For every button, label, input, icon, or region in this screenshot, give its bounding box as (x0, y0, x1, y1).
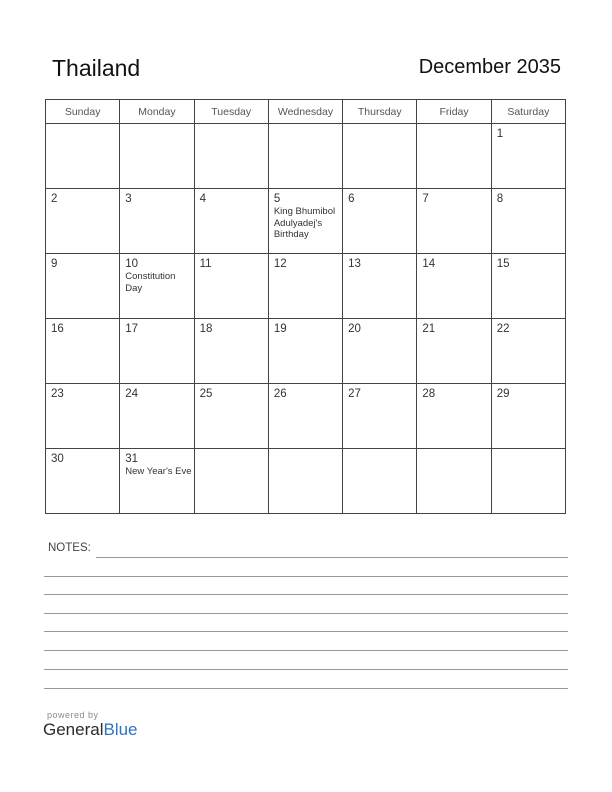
day-cell (417, 319, 491, 384)
notes-line (44, 669, 568, 670)
day-number: 19 (273, 323, 287, 335)
day-cell (268, 124, 342, 189)
day-cell (194, 124, 268, 189)
day-cell (491, 319, 565, 384)
day-number: 12 (273, 258, 287, 270)
day-cell (417, 124, 491, 189)
notes-line (44, 688, 568, 689)
week-row (46, 124, 566, 189)
powered-by-text: powered by (47, 710, 99, 720)
notes-line (44, 594, 568, 595)
day-number: 4 (199, 193, 206, 205)
day-cell (343, 254, 417, 319)
day-number: 21 (422, 323, 436, 335)
day-number: 27 (348, 388, 361, 400)
notes-line (44, 650, 568, 651)
holiday-event: Constitution Day (125, 270, 176, 294)
day-cell (417, 189, 491, 254)
brand-blue: Blue (103, 720, 138, 739)
day-number: 15 (496, 258, 510, 270)
day-cell (268, 384, 342, 449)
holiday-event: King Bhumibol Adulyadej's Birthday (273, 205, 336, 241)
weekday-wednesday: Wednesday (268, 100, 342, 124)
day-number: 22 (496, 323, 510, 335)
day-number: 9 (51, 258, 58, 270)
holiday-event: New Year's Eve (125, 465, 192, 477)
day-number: 23 (51, 388, 64, 400)
day-number: 2 (51, 193, 58, 205)
day-cell (46, 124, 120, 189)
day-cell (120, 384, 194, 449)
weekday-sunday: Sunday (46, 100, 120, 124)
day-number: 10 (125, 258, 139, 270)
weekday-tuesday: Tuesday (194, 100, 268, 124)
day-number: 26 (273, 388, 287, 400)
day-cell (343, 189, 417, 254)
day-cell (194, 384, 268, 449)
day-cell (46, 189, 120, 254)
day-cell (120, 254, 194, 319)
day-cell (343, 319, 417, 384)
day-number: 7 (422, 193, 429, 205)
week-row (46, 254, 566, 319)
notes-line (96, 557, 568, 558)
weekday-header-row (46, 100, 566, 124)
day-number: 30 (51, 453, 64, 465)
day-cell (491, 124, 565, 189)
day-cell (417, 384, 491, 449)
day-cell (417, 449, 491, 514)
day-cell (268, 189, 342, 254)
day-cell (268, 449, 342, 514)
day-number: 16 (51, 323, 64, 335)
day-cell (120, 319, 194, 384)
day-number: 29 (496, 388, 510, 400)
weekday-saturday: Saturday (491, 100, 565, 124)
day-cell (343, 384, 417, 449)
weekday-monday: Monday (120, 100, 194, 124)
notes-line (44, 613, 568, 614)
day-number: 8 (496, 193, 504, 205)
day-cell (46, 449, 120, 514)
day-cell (194, 319, 268, 384)
day-number: 11 (199, 258, 212, 270)
notes-line (44, 631, 568, 632)
week-row (46, 384, 566, 449)
day-number: 18 (199, 323, 213, 335)
day-cell (491, 189, 565, 254)
country-title: Thailand (52, 55, 141, 81)
day-cell (343, 449, 417, 514)
weekday-friday: Friday (417, 100, 491, 124)
day-number: 14 (422, 258, 436, 270)
day-cell (491, 384, 565, 449)
day-cell (194, 189, 268, 254)
day-cell (46, 384, 120, 449)
day-cell (417, 254, 491, 319)
day-number: 20 (348, 323, 361, 335)
day-cell (120, 124, 194, 189)
day-number: 17 (125, 323, 139, 335)
day-number: 5 (273, 193, 281, 205)
day-number: 25 (199, 388, 213, 400)
day-number: 1 (496, 128, 504, 140)
week-row (46, 319, 566, 384)
day-cell (46, 254, 120, 319)
day-number: 28 (422, 388, 436, 400)
day-number: 13 (348, 258, 361, 270)
day-number: 31 (125, 453, 139, 465)
day-cell (194, 254, 268, 319)
day-cell (268, 319, 342, 384)
day-cell (194, 449, 268, 514)
day-cell (46, 319, 120, 384)
week-row (46, 449, 566, 514)
notes-label: NOTES: (48, 542, 91, 554)
notes-line (44, 576, 568, 577)
day-cell (491, 254, 565, 319)
day-number: 6 (348, 193, 355, 205)
day-cell (491, 449, 565, 514)
month-year-title: December 2035 (418, 56, 561, 78)
brand-logo (43, 720, 138, 740)
week-row (46, 189, 566, 254)
calendar-grid (45, 99, 566, 514)
weekday-thursday: Thursday (343, 100, 417, 124)
day-number: 24 (125, 388, 139, 400)
day-cell (268, 254, 342, 319)
day-cell (343, 124, 417, 189)
brand-general: General (43, 720, 104, 739)
day-number: 3 (125, 193, 132, 205)
day-cell (120, 449, 194, 514)
day-cell (120, 189, 194, 254)
